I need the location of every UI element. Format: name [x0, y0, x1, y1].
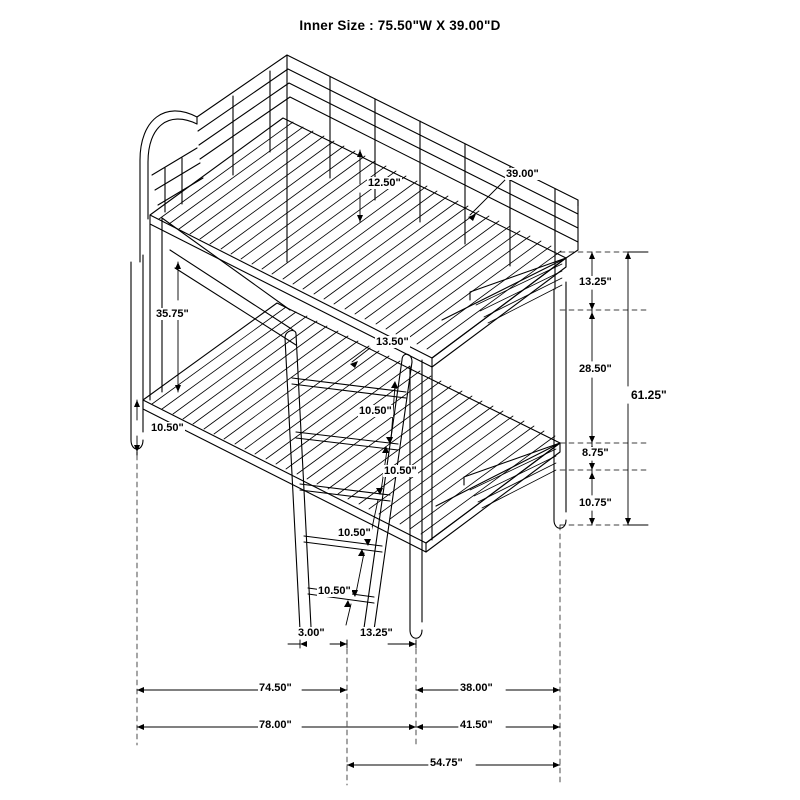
- dimension-label-outer-length-right: 41.50": [460, 719, 493, 731]
- dimension-label-inner-length-left: 74.50": [259, 682, 292, 694]
- dimension-label-ladder-step-top: 13.50": [376, 336, 409, 348]
- dimension-label-ladder-step-4: 10.50": [338, 527, 371, 539]
- dimension-label-footprint-depth: 54.75": [430, 757, 463, 769]
- dimension-label-upper-rail-gap: 13.25": [579, 276, 612, 288]
- dimension-label-bed-depth: 39.00": [506, 168, 539, 180]
- dimension-label-clearance-between-bunks: 28.50": [579, 363, 612, 375]
- dimension-label-top-rail-height: 12.50": [368, 177, 401, 189]
- dimension-label-lower-deck-clearance: 10.75": [579, 497, 612, 509]
- dimension-label-upper-guard-height: 35.75": [156, 308, 189, 320]
- dimension-label-ladder-foot-offset: 3.00": [298, 627, 325, 639]
- dimension-label-ladder-step-2: 10.50": [359, 405, 392, 417]
- dimension-label-total-height: 61.25": [631, 388, 667, 402]
- dimension-label-ladder-base-depth: 13.25": [360, 627, 393, 639]
- dimension-label-lower-deck-height: 10.50": [151, 422, 184, 434]
- dimension-label-outer-length-left: 78.00": [259, 719, 292, 731]
- dimension-label-lower-rail-gap: 8.75": [582, 447, 609, 459]
- dimension-label-inner-length-right: 38.00": [460, 682, 493, 694]
- dimension-label-ladder-step-3: 10.50": [384, 465, 417, 477]
- dimension-label-ladder-step-5: 10.50": [318, 585, 351, 597]
- page-title: Inner Size : 75.50"W X 39.00"D: [299, 18, 501, 33]
